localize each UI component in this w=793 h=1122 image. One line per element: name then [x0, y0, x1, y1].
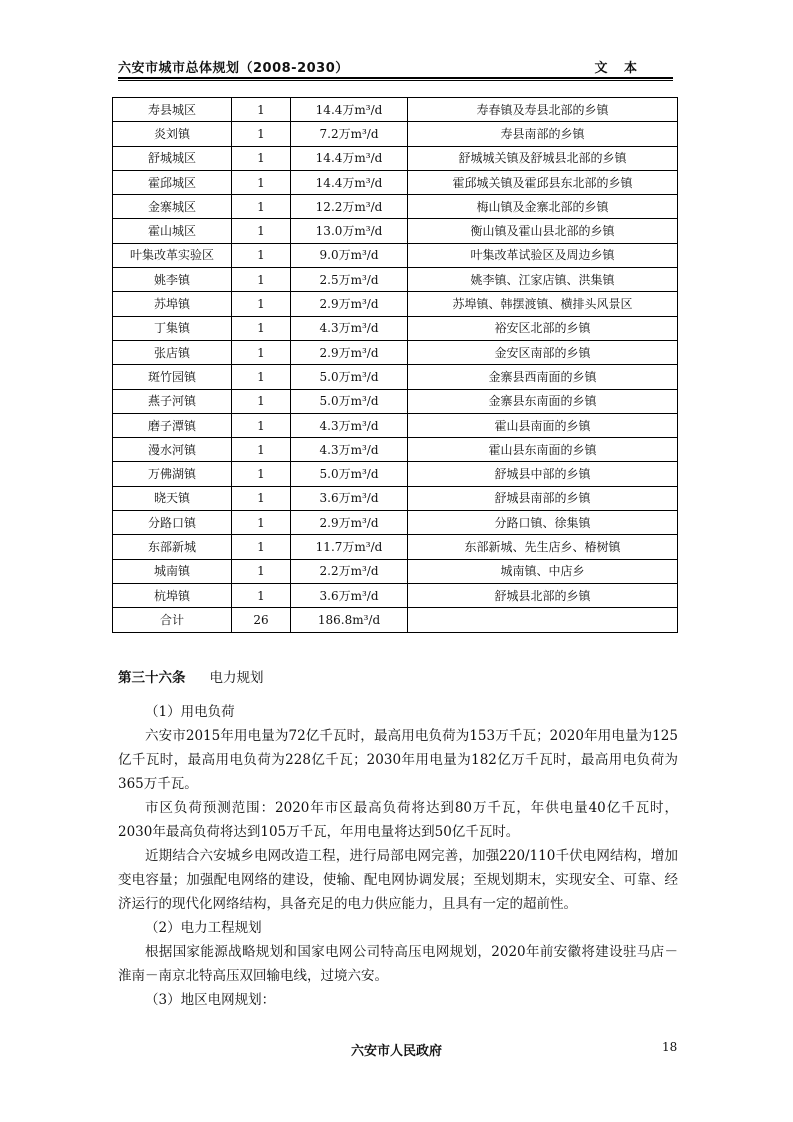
- header-rule: [118, 77, 673, 79]
- cell-area: 姚李镇: [113, 268, 232, 292]
- table-row: [113, 219, 678, 243]
- cell-area: 城南镇: [113, 559, 232, 583]
- cell-capacity: 14.4万m³/d: [291, 170, 408, 194]
- table-row: [113, 170, 678, 194]
- table-row: [113, 146, 678, 170]
- section-body: [118, 700, 678, 1012]
- table-row: [113, 559, 678, 583]
- table-row: [113, 413, 678, 437]
- cell-count: 1: [232, 316, 291, 340]
- cell-area: 霍山城区: [113, 219, 232, 243]
- cell-service-area: 梅山镇及金寨北部的乡镇: [408, 195, 678, 219]
- cell-count: 1: [232, 438, 291, 462]
- cell-area: 晓天镇: [113, 486, 232, 510]
- cell-capacity: 4.3万m³/d: [291, 438, 408, 462]
- cell-count: 1: [232, 365, 291, 389]
- cell-count: 1: [232, 462, 291, 486]
- table-row: [113, 389, 678, 413]
- cell-capacity: 2.9万m³/d: [291, 340, 408, 364]
- cell-count: 1: [232, 292, 291, 316]
- cell-area: 寿县城区: [113, 98, 232, 122]
- cell-capacity: 186.8m³/d: [291, 608, 408, 632]
- cell-area: 杭埠镇: [113, 583, 232, 607]
- cell-service-area: 寿县南部的乡镇: [408, 122, 678, 146]
- cell-capacity: 2.2万m³/d: [291, 559, 408, 583]
- table-row: [113, 340, 678, 364]
- cell-service-area: 裕安区北部的乡镇: [408, 316, 678, 340]
- cell-service-area: 霍山县东南面的乡镇: [408, 438, 678, 462]
- cell-area: 万佛湖镇: [113, 462, 232, 486]
- paragraph-load: 六安市2015年用电量为72亿千瓦时，最高用电负荷为153万千瓦；2020年用电量为125亿千瓦时，最高用电负荷为228亿千瓦；2030年用电量为182亿万千瓦时，最高用电负荷为365万千瓦。: [118, 728, 678, 792]
- header-rule-thin: [118, 80, 673, 81]
- cell-capacity: 2.9万m³/d: [291, 511, 408, 535]
- cell-area: 东部新城: [113, 535, 232, 559]
- document-section-label: 文 本: [594, 61, 643, 76]
- cell-count: 1: [232, 98, 291, 122]
- table-row: [113, 462, 678, 486]
- table-row: [113, 535, 678, 559]
- cell-capacity: 3.6万m³/d: [291, 583, 408, 607]
- cell-area: 舒城城区: [113, 146, 232, 170]
- cell-service-area: 姚李镇、江家店镇、洪集镇: [408, 268, 678, 292]
- cell-count: 1: [232, 389, 291, 413]
- cell-service-area: 舒城县南部的乡镇: [408, 486, 678, 510]
- cell-count: 1: [232, 486, 291, 510]
- cell-count: 1: [232, 170, 291, 194]
- cell-service-area: 霍邱城关镇及霍邱县东北部的乡镇: [408, 170, 678, 194]
- cell-service-area: 东部新城、先生店乡、椿树镇: [408, 535, 678, 559]
- cell-service-area: 金寨县东南面的乡镇: [408, 389, 678, 413]
- table-row: [113, 195, 678, 219]
- cell-area: 苏埠镇: [113, 292, 232, 316]
- cell-area: 燕子河镇: [113, 389, 232, 413]
- cell-capacity: 3.6万m³/d: [291, 486, 408, 510]
- cell-count: 1: [232, 219, 291, 243]
- cell-service-area: 舒城县北部的乡镇: [408, 583, 678, 607]
- cell-count: 1: [232, 511, 291, 535]
- cell-capacity: 4.3万m³/d: [291, 413, 408, 437]
- cell-capacity: 5.0万m³/d: [291, 462, 408, 486]
- cell-capacity: 9.0万m³/d: [291, 243, 408, 267]
- table-row: [113, 122, 678, 146]
- table-row: [113, 438, 678, 462]
- cell-service-area: 舒城城关镇及舒城县北部的乡镇: [408, 146, 678, 170]
- section-heading: [118, 666, 264, 686]
- section-number: 第三十六条: [118, 670, 186, 686]
- table-row: [113, 316, 678, 340]
- cell-service-area: 寿春镇及寿县北部的乡镇: [408, 98, 678, 122]
- table-row: [113, 583, 678, 607]
- paragraph-uhv: 根据国家能源战略规划和国家电网公司特高压电网规划，2020年前安徽将建设驻马店－淮南－南京北特高压双回输电线，过境六安。: [118, 944, 678, 984]
- paragraph-grid-upgrade: 近期结合六安城乡电网改造工程，进行局部电网完善，加强220/110千伏电网结构，增加变电容量；加强配电网络的建设，使输、配电网协调发展；至规划期末，实现安全、可靠、经济运行的现代化网络结构，具备充足的电力供应能力，且具有一定的超前性。: [118, 848, 678, 912]
- cell-service-area: [408, 608, 678, 632]
- paragraph-forecast: 市区负荷预测范围：2020年市区最高负荷将达到80万千瓦，年供电量40亿千瓦时，2030年最高负荷将达到105万千瓦，年用电量将达到50亿千瓦时。: [118, 800, 678, 840]
- cell-area: 磨子潭镇: [113, 413, 232, 437]
- cell-capacity: 2.5万m³/d: [291, 268, 408, 292]
- cell-count: 26: [232, 608, 291, 632]
- cell-area: 合计: [113, 608, 232, 632]
- table-row: [113, 98, 678, 122]
- cell-capacity: 14.4万m³/d: [291, 146, 408, 170]
- cell-service-area: 金寨县西南面的乡镇: [408, 365, 678, 389]
- water-plant-table: [112, 97, 678, 633]
- document-title: 六安市城市总体规划（2008-2030）: [118, 61, 349, 76]
- cell-service-area: 城南镇、中店乡: [408, 559, 678, 583]
- section-title: 电力规划: [209, 670, 264, 686]
- cell-capacity: 7.2万m³/d: [291, 122, 408, 146]
- cell-area: 炎刘镇: [113, 122, 232, 146]
- cell-area: 叶集改革实验区: [113, 243, 232, 267]
- table-row: [113, 268, 678, 292]
- cell-service-area: 舒城县中部的乡镇: [408, 462, 678, 486]
- cell-area: 斑竹园镇: [113, 365, 232, 389]
- cell-count: 1: [232, 195, 291, 219]
- cell-service-area: 苏埠镇、韩摆渡镇、横排头风景区: [408, 292, 678, 316]
- cell-count: 1: [232, 122, 291, 146]
- cell-count: 1: [232, 268, 291, 292]
- cell-area: 张店镇: [113, 340, 232, 364]
- cell-area: 分路口镇: [113, 511, 232, 535]
- subheading-load: （1）用电负荷: [145, 704, 235, 720]
- cell-service-area: 金安区南部的乡镇: [408, 340, 678, 364]
- cell-service-area: 霍山县南面的乡镇: [408, 413, 678, 437]
- cell-count: 1: [232, 243, 291, 267]
- cell-capacity: 12.2万m³/d: [291, 195, 408, 219]
- cell-count: 1: [232, 583, 291, 607]
- cell-count: 1: [232, 146, 291, 170]
- cell-area: 金寨城区: [113, 195, 232, 219]
- footer-org: 六安市人民政府: [350, 1044, 442, 1059]
- cell-area: 漫水河镇: [113, 438, 232, 462]
- cell-capacity: 11.7万m³/d: [291, 535, 408, 559]
- cell-capacity: 2.9万m³/d: [291, 292, 408, 316]
- table-row: [113, 511, 678, 535]
- table-row: [113, 292, 678, 316]
- cell-area: 丁集镇: [113, 316, 232, 340]
- cell-service-area: 衡山镇及霍山县北部的乡镇: [408, 219, 678, 243]
- cell-count: 1: [232, 340, 291, 364]
- table-row: [113, 486, 678, 510]
- cell-count: 1: [232, 559, 291, 583]
- subheading-regional-grid: （3）地区电网规划：: [145, 992, 276, 1008]
- table-row: [113, 243, 678, 267]
- cell-capacity: 13.0万m³/d: [291, 219, 408, 243]
- table-row: [113, 608, 678, 632]
- cell-capacity: 5.0万m³/d: [291, 365, 408, 389]
- table-row: [113, 365, 678, 389]
- cell-service-area: 叶集改革试验区及周边乡镇: [408, 243, 678, 267]
- cell-count: 1: [232, 413, 291, 437]
- cell-capacity: 4.3万m³/d: [291, 316, 408, 340]
- cell-capacity: 5.0万m³/d: [291, 389, 408, 413]
- cell-count: 1: [232, 535, 291, 559]
- page-number: 18: [662, 1040, 678, 1054]
- subheading-engineering: （2）电力工程规划: [145, 920, 262, 936]
- cell-service-area: 分路口镇、徐集镇: [408, 511, 678, 535]
- cell-area: 霍邱城区: [113, 170, 232, 194]
- cell-capacity: 14.4万m³/d: [291, 98, 408, 122]
